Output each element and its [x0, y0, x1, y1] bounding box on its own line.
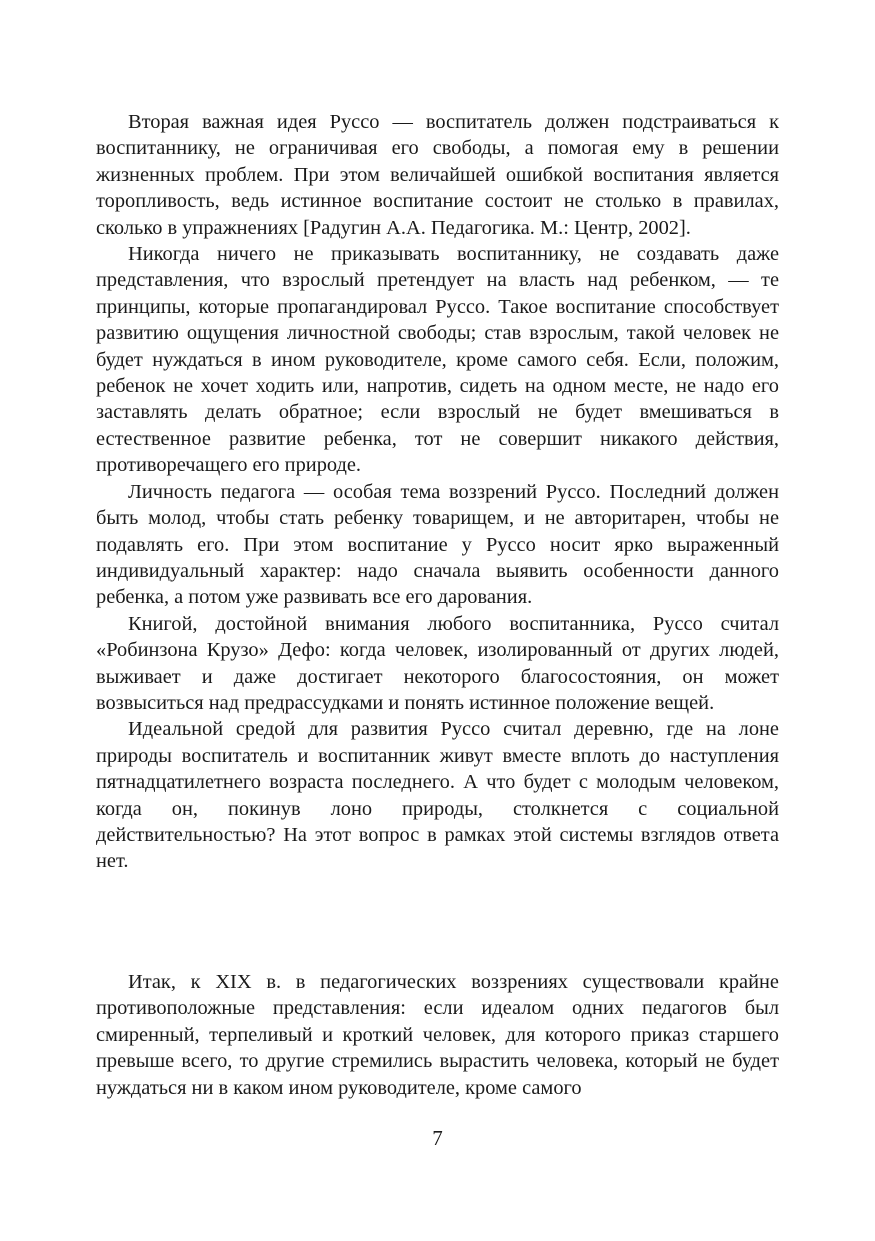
paragraph-conclusion: Итак, к XIX в. в педагогических воззрениях существовали крайне противоположные представления: если идеалом одних педагогов был смиренный, терпеливый и кроткий человек, для которого приказ старшего превыше всего, то другие стремились вырастить человека, который не будет нуждаться ни в каком ином руководителе, кроме самого	[96, 971, 779, 1099]
paragraph-robinson-crusoe: Книгой, достойной внимания любого воспитанника, Руссо считал «Робинзона Крузо» Дефо: когда человек, изолированный от других людей, выживает и даже достигает некоторого благосостояния, он может возвыситься над предрассудками и понять истинное положение вещей.	[96, 612, 779, 714]
paragraph-rousseau-second-idea: Вторая важная идея Руссо — воспитатель должен подстраиваться к воспитаннику, не ограничивая его свободы, а помогая ему в решении жизненных проблем. При этом величайшей ошибкой воспитания является торопливость, ведь истинное воспитание состоит не столько в правилах, сколько в упражнениях [Радугин А.А. Педагогика. М.: Центр, 2002].	[96, 111, 779, 239]
paragraph-ideal-environment: Идеальной средой для развития Руссо считал деревню, где на лоне природы воспитатель и воспитанник живут вместе вплоть до наступления пятнадцатилетнего возраста последнего. А что будет с молодым человеком, когда он, покинув лоно природы, столкнется с социальной действительностью? На этот вопрос в рамках этой системы взглядов ответа нет.	[96, 718, 779, 873]
main-text-block	[96, 109, 779, 875]
paragraph-never-command: Никогда ничего не приказывать воспитаннику, не создавать даже представления, что взрослый претендует на власть над ребенком, — те принципы, которые пропагандировал Руссо. Такое воспитание способствует развитию ощущения личностной свободы; став взрослым, такой человек не будет нуждаться в ином руководителе, кроме самого себя. Если, положим, ребенок не хочет ходить или, напротив, сидеть на одном месте, не надо его заставлять делать обратное; если взрослый не будет вмешиваться в естественное развитие ребенка, тот не совершит никакого действия, противоречащего его природе.	[96, 243, 779, 477]
conclusion-text-block	[96, 969, 779, 1101]
page-number: 7	[432, 1126, 443, 1150]
paragraph-teacher-personality: Личность педагога — особая тема воззрений Руссо. Последний должен быть молод, чтобы стать ребенку товарищем, и не авторитарен, чтобы не подавлять его. При этом воспитание у Руссо носит ярко выраженный индивидуальный характер: надо сначала выявить особенности данного ребенка, а потом уже развивать все его дарования.	[96, 480, 779, 609]
